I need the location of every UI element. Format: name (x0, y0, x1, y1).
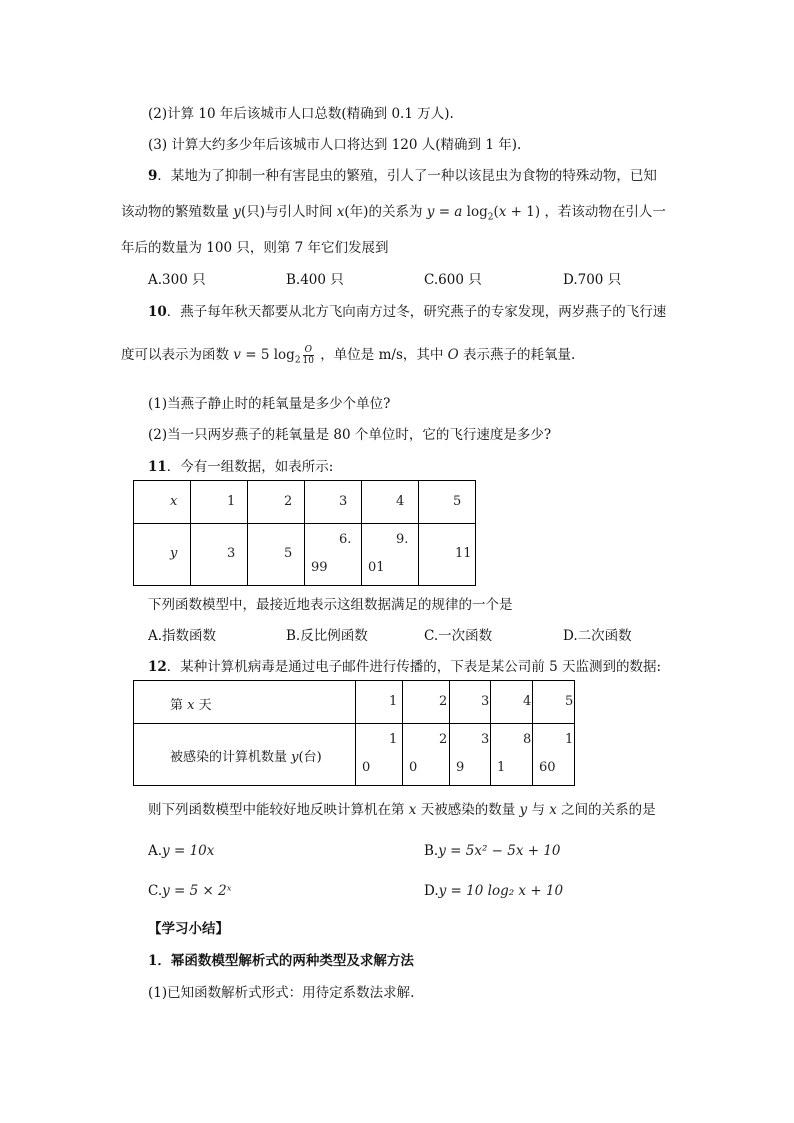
q11-y-value: 11 (455, 546, 472, 561)
q10-line2 (121, 345, 575, 371)
q12-count-top: 3 (481, 732, 490, 747)
q9-var-x: x (336, 204, 345, 220)
q9-text-a: ．某地为了抑制一种有害昆虫的繁殖，引人了一种以该昆虫为食物的特殊动物，已知 (157, 168, 657, 184)
q12-count-top: 1 (565, 732, 574, 747)
q10-number: 10 (148, 304, 167, 320)
q11-line2: 下列函数模型中，最接近地表示这组数据满足的规律的一个是 (148, 597, 513, 613)
q12-option-c[interactable] (148, 881, 232, 901)
summary-item-1 (148, 951, 414, 971)
q10-part2: (2)当一只两岁燕子的耗氧量是 80 个单位时，它的飞行速度是多少? (148, 427, 552, 443)
q12-option-d-label: D. (424, 883, 439, 899)
q12-count-cell (403, 724, 450, 786)
q12-count-top: 1 (389, 732, 398, 747)
q9-option-b[interactable]: B.400 只 (286, 272, 344, 288)
q11-x-value: 1 (227, 494, 236, 509)
q12-count-cell (533, 724, 575, 786)
q12-day-value: 5 (565, 694, 574, 709)
q10-part1: (1)当燕子静止时的耗氧量是多少个单位? (148, 396, 391, 412)
q12-day-label-cell (134, 681, 356, 724)
q12-option-b-expr: y = 5x² − 5x + 10 (438, 843, 561, 859)
q12-count-bottom: 9 (456, 760, 465, 775)
q12-text-b3: 与 (531, 802, 545, 818)
q9-var-y: y (233, 204, 241, 220)
q11-table-row-x (134, 481, 476, 524)
q12-count-bottom: 60 (539, 760, 556, 775)
q11-option-c[interactable]: C.一次函数 (424, 628, 493, 644)
q12-number: 12 (148, 659, 167, 675)
q9-line1 (148, 166, 657, 186)
q12-option-d[interactable] (424, 881, 563, 901)
q11-y-label-cell (134, 524, 191, 586)
q11-y-value-bottom: 01 (368, 560, 385, 575)
q11-x-cell (191, 481, 248, 524)
q11-x-cell (362, 481, 419, 524)
q11-y-value-top: 6. (339, 532, 352, 547)
q9-text-b2: (只)与引人时间 (240, 204, 333, 220)
q10-text-b2: ，单位是 m/s，其中 (320, 347, 444, 363)
q12-day-value: 3 (481, 694, 490, 709)
q11-y-cell (305, 524, 362, 586)
q12-day-cell (403, 681, 450, 724)
q9-line2 (121, 202, 666, 228)
q9-option-c[interactable]: C.600 只 (424, 272, 482, 288)
q11-number: 11 (148, 459, 167, 475)
q9-option-a[interactable]: A.300 只 (148, 272, 206, 288)
q12-count-cell (450, 724, 491, 786)
q11-x-value: 2 (284, 494, 293, 509)
q11-y-cell (191, 524, 248, 586)
q11-y-cell (248, 524, 305, 586)
q9-text-b1: 该动物的繁殖数量 (121, 204, 229, 220)
q12-option-b-label: B. (424, 843, 439, 859)
summary-title: 【学习小结】 (148, 921, 229, 937)
q12-option-a-expr: y = 10x (162, 843, 215, 859)
q11-text-a: ．今有一组数据，如表所示: (166, 459, 334, 475)
q12-line2 (148, 800, 656, 820)
q11-y-label: y (170, 546, 178, 561)
q12-day-cell (356, 681, 403, 724)
q10-text-a: ．燕子每年秋天都要从北方飞向南方过冬，研究燕子的专家发现，两岁燕子的飞行速 (166, 304, 667, 320)
q9-text-b4: ，若该动物在引人一 (544, 204, 666, 220)
q11-y-value-bottom: 99 (311, 560, 328, 575)
q12-count-label-cell (134, 724, 356, 786)
q11-y-cell (419, 524, 476, 586)
q11-x-label: x (170, 494, 178, 509)
q10-text-b3: 表示燕子的耗氧量. (463, 347, 576, 363)
q11-table (133, 480, 476, 586)
q12-count-top: 2 (439, 732, 448, 747)
q12-option-d-expr: y = 10 log₂ x + 10 (438, 883, 564, 899)
q9-text-b3: (年)的关系为 (344, 204, 423, 220)
q12-count-bottom: 0 (362, 760, 371, 775)
q11-x-cell (419, 481, 476, 524)
q12-count-bottom: 0 (409, 760, 418, 775)
q12-count-cell (491, 724, 533, 786)
q12-option-c-label: C. (148, 883, 163, 899)
q9-formula: y = a $\log_2(x + 1)$ (426, 204, 541, 223)
q11-option-a[interactable]: A.指数函数 (148, 628, 217, 644)
q12-count-label: 被感染的计算机数量 y(台) (170, 750, 322, 765)
q12-text-b2: 天被感染的数量 (420, 802, 516, 818)
q9-line3: 年后的数量为 100 只，则第 7 年它们发展到 (121, 240, 389, 256)
q11-y-value-top: 9. (396, 532, 409, 547)
q12-var-x: x (408, 802, 417, 818)
q12-table-row-day (134, 681, 575, 724)
q12-option-a-label: A. (148, 843, 163, 859)
q11-option-d[interactable]: D.二次函数 (563, 628, 632, 644)
q12-text-b1: 则下列函数模型中能较好地反映计算机在第 (148, 802, 405, 818)
q10-text-b1: 度可以表示为函数 (121, 347, 229, 363)
q12-day-value: 2 (439, 694, 448, 709)
q11-y-cell (362, 524, 419, 586)
q12-day-cell (450, 681, 491, 724)
q12-count-cell (356, 724, 403, 786)
q12-option-b[interactable] (424, 841, 561, 861)
q11-x-value: 5 (453, 494, 462, 509)
q12-option-a[interactable] (148, 841, 214, 861)
q11-y-value: 3 (227, 546, 236, 561)
q12-day-cell (533, 681, 575, 724)
summary-item-1-number: 1 (148, 953, 158, 969)
q9-number: 9 (148, 168, 158, 184)
q12-day-cell (491, 681, 533, 724)
q12-line1 (148, 657, 661, 677)
q12-option-c-expr: y = 5 × 2ˣ (162, 883, 232, 899)
q12-text-a: ．某种计算机病毒是通过电子邮件进行传播的，下表是某公司前 5 天监测到的数据: (166, 659, 662, 675)
summary-item-1-text: ．幂函数模型解析式的两种类型及求解方法 (157, 953, 414, 969)
q11-x-label-cell (134, 481, 191, 524)
q12-day-label: 第 x 天 (170, 698, 212, 713)
q11-option-b[interactable]: B.反比例函数 (286, 628, 368, 644)
q12-day-value: 1 (389, 694, 398, 709)
q11-y-value: 5 (284, 546, 293, 561)
q11-x-value: 4 (396, 494, 405, 509)
q12-var-x2: x (549, 802, 557, 818)
q10-var-o: O (447, 347, 459, 363)
q12-day-value: 4 (523, 694, 532, 709)
q11-x-value: 3 (339, 494, 348, 509)
q12-var-y: y (519, 802, 528, 818)
q11-line1 (148, 457, 333, 477)
q12-text-b4: 之间的关系的是 (561, 802, 656, 818)
q11-table-row-y (134, 524, 476, 586)
q11-x-cell (248, 481, 305, 524)
q12-count-bottom: 1 (497, 760, 506, 775)
q8-part3: (3) 计算大约多少年后该城市人口将达到 120 人(精确到 1 年). (148, 137, 522, 153)
q8-part2: (2)计算 10 年后该城市人口总数(精确到 0.1 万人). (148, 106, 454, 122)
q12-table-row-count (134, 724, 575, 786)
q12-count-top: 8 (523, 732, 532, 747)
q10-line1 (148, 302, 666, 322)
q9-option-d[interactable]: D.700 只 (563, 272, 622, 288)
q10-formula: v = 5 $\log_2$ $\frac{O}{10}$ (233, 345, 314, 366)
q12-table (133, 680, 575, 786)
summary-item-1-1: (1)已知函数解析式形式：用待定系数法求解. (148, 985, 415, 1001)
q11-x-cell (305, 481, 362, 524)
